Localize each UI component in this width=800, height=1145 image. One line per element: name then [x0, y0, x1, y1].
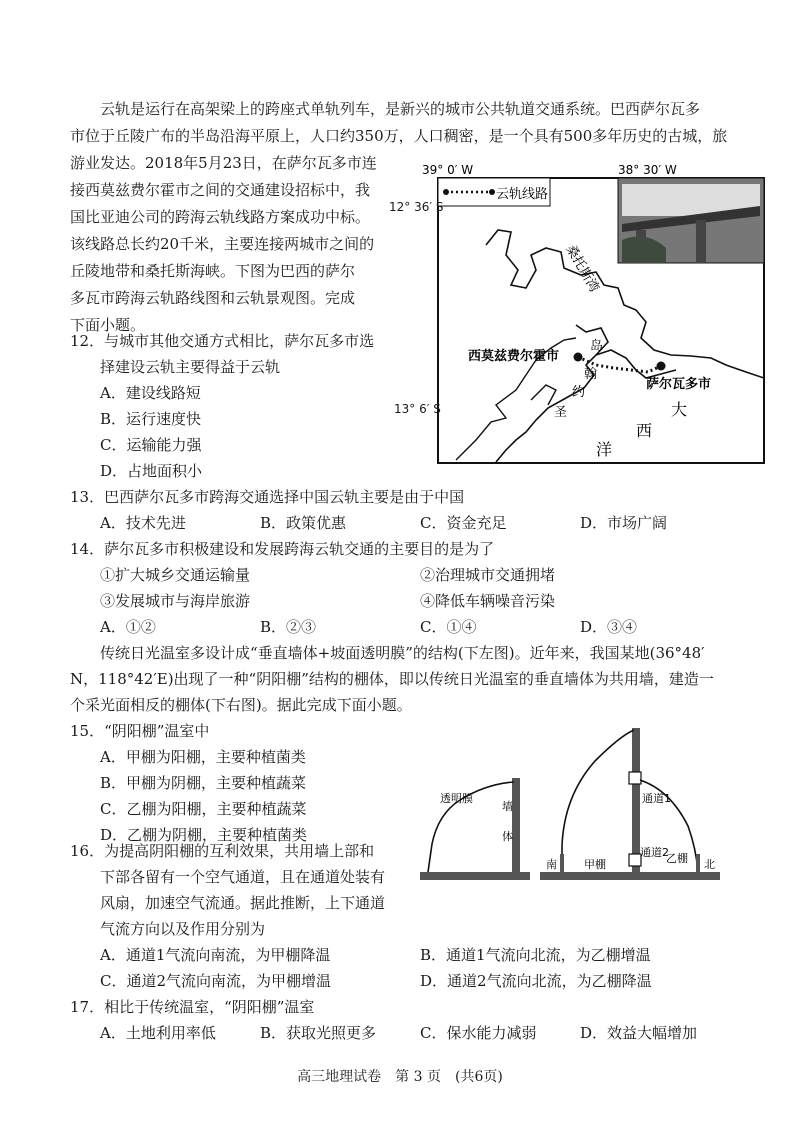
fig-right-channel-2: 通道2: [640, 846, 669, 859]
q14-item-3: ③发展城市与海岸旅游: [100, 592, 251, 610]
q16-option-a[interactable]: A．通道1气流向南流，为甲棚降温: [100, 946, 331, 964]
map-lat-bottom: 13° 6′ S: [394, 402, 441, 416]
fig-left-wall-2: 体: [502, 830, 513, 843]
page-footer: 高三地理试卷 第 3 页 (共6页): [297, 1069, 503, 1085]
q16-option-d[interactable]: D．通道2气流向北流，为乙棚降温: [420, 972, 652, 990]
q14-item-2: ②治理城市交通拥堵: [420, 566, 556, 584]
q12-option-b[interactable]: B．运行速度快: [100, 410, 202, 428]
q16-stem-1: 16．为提高阴阳棚的互利效果，共用墙上部和: [70, 842, 375, 860]
q14-option-d[interactable]: D．③④: [580, 618, 638, 636]
q12-option-d[interactable]: D．占地面积小: [100, 462, 203, 480]
intro2-line3: 个采光面相反的棚体(下右图)。据此完成下面小题。: [70, 696, 412, 714]
map-lon-left: 39° 0′ W: [422, 163, 474, 177]
q17-option-c[interactable]: C．保水能力减弱: [420, 1024, 537, 1042]
q14-option-c[interactable]: C．①④: [420, 618, 477, 636]
q15-option-b[interactable]: B．甲棚为阴棚，主要种植蔬菜: [100, 774, 307, 792]
q15-option-c[interactable]: C．乙棚为阳棚，主要种植蔬菜: [100, 800, 307, 818]
q12-stem-2: 择建设云轨主要得益于云轨: [100, 358, 281, 376]
map-city-east: 萨尔瓦多市: [646, 377, 712, 392]
q14-option-a[interactable]: A．①②: [100, 618, 156, 636]
q17-option-b[interactable]: B．获取光照更多: [260, 1024, 377, 1042]
q12-option-c[interactable]: C．运输能力强: [100, 436, 202, 454]
fig-left-wall-1: 墙: [502, 800, 513, 813]
intro1-line9: 下面小题。: [70, 316, 146, 334]
map-lat-top: 12° 36′ S: [389, 200, 444, 214]
map-city-west: 西莫兹费尔霍市: [468, 349, 560, 364]
map-island-1: 岛: [590, 339, 604, 354]
map-legend-label: 云轨线路: [496, 187, 549, 202]
map-lon-right: 38° 30′ W: [618, 163, 677, 177]
intro2-line2: N，118°42′E)出现了一种“阴阳棚”结构的棚体，即以传统日光温室的垂直墙体为共用墙，建造一: [70, 670, 714, 688]
q16-option-b[interactable]: B．通道1气流向北流，为乙棚增温: [420, 946, 651, 964]
intro1-line3: 游业发达。2018年5月23日，在萨尔瓦多市连: [70, 154, 377, 172]
q14-item-1: ①扩大城乡交通运输量: [100, 566, 251, 584]
q15-option-d[interactable]: D．乙棚为阴棚，主要种植菌类: [100, 826, 308, 844]
q16-stem-3: 风扇，加速空气流通。据此推断，上下通道: [100, 894, 386, 912]
map-ocean-1: 大: [671, 400, 688, 419]
q12-stem-1: 12．与城市其他交通方式相比，萨尔瓦多市选: [70, 332, 375, 350]
fig-right-channel-1: 通道1: [642, 792, 671, 805]
q15-option-a[interactable]: A．甲棚为阳棚，主要种植菌类: [100, 748, 306, 766]
intro2-line1: 传统日光温室多设计成“垂直墙体+坡面透明膜”的结构(下左图)。近年来，我国某地(36°48′: [100, 644, 705, 662]
intro1-line7: 丘陵地带和桑托斯海峡。下图为巴西的萨尔: [70, 262, 356, 280]
intro1-line4: 接西莫兹费尔霍市之间的交通建设招标中，我: [70, 181, 371, 199]
q17-stem: 17．相比于传统温室，“阴阳棚”温室: [70, 998, 315, 1016]
q14-option-b[interactable]: B．②③: [260, 618, 317, 636]
map-island-4: 圣: [554, 405, 568, 420]
q14-item-4: ④降低车辆噪音污染: [420, 592, 556, 610]
q13-option-a[interactable]: A．技术先进: [100, 514, 186, 532]
q16-stem-2: 下部各留有一个空气通道，且在通道处装有: [100, 868, 386, 886]
map-island-3: 约: [572, 385, 586, 400]
salvador-monorail-map: [422, 160, 766, 465]
fig-right-jia: 甲棚: [584, 858, 606, 871]
fig-right-north: 北: [704, 858, 715, 871]
yinyang-greenhouse-figure: [540, 726, 720, 886]
map-island-2: 翰: [584, 367, 598, 382]
q16-stem-4: 气流方向以及作用分别为: [100, 920, 266, 938]
intro1-line8: 多瓦市跨海云轨路线图和云轨景观图。完成: [70, 289, 356, 307]
q13-option-b[interactable]: B．政策优惠: [260, 514, 347, 532]
map-ocean-3: 洋: [596, 440, 613, 459]
traditional-greenhouse-figure: [420, 770, 530, 885]
intro1-line5: 国比亚迪公司的跨海云轨线路方案成功中标。: [70, 208, 371, 226]
q13-option-d[interactable]: D．市场广阔: [580, 514, 668, 532]
map-ocean-2: 西: [636, 421, 653, 440]
q14-stem: 14．萨尔瓦多市积极建设和发展跨海云轨交通的主要目的是为了: [70, 540, 495, 558]
q13-stem: 13．巴西萨尔瓦多市跨海交通选择中国云轨主要是由于中国: [70, 488, 465, 506]
intro1-line2: 市位于丘陵广布的半岛沿海平原上，人口约350万，人口稠密，是一个具有500多年历史的古城，旅: [70, 127, 728, 145]
q17-option-d[interactable]: D．效益大幅增加: [580, 1024, 698, 1042]
map-bay-label: 桑托斯湾: [562, 242, 602, 296]
intro1-line6: 该线路总长约20千米，主要连接两城市之间的: [70, 235, 375, 253]
q13-option-c[interactable]: C．资金充足: [420, 514, 507, 532]
fig-right-yi: 乙棚: [666, 852, 688, 865]
q16-option-c[interactable]: C．通道2气流向南流，为甲棚增温: [100, 972, 332, 990]
fig-right-south: 南: [546, 858, 557, 871]
intro1-line1: 云轨是运行在高架梁上的跨座式单轨列车，是新兴的城市公共轨道交通系统。巴西萨尔瓦多: [100, 100, 701, 118]
q17-option-a[interactable]: A．土地利用率低: [100, 1024, 216, 1042]
q15-stem: 15．“阴阳棚”温室中: [70, 722, 210, 740]
fig-left-film: 透明膜: [440, 792, 473, 805]
q12-option-a[interactable]: A．建设线路短: [100, 384, 201, 402]
